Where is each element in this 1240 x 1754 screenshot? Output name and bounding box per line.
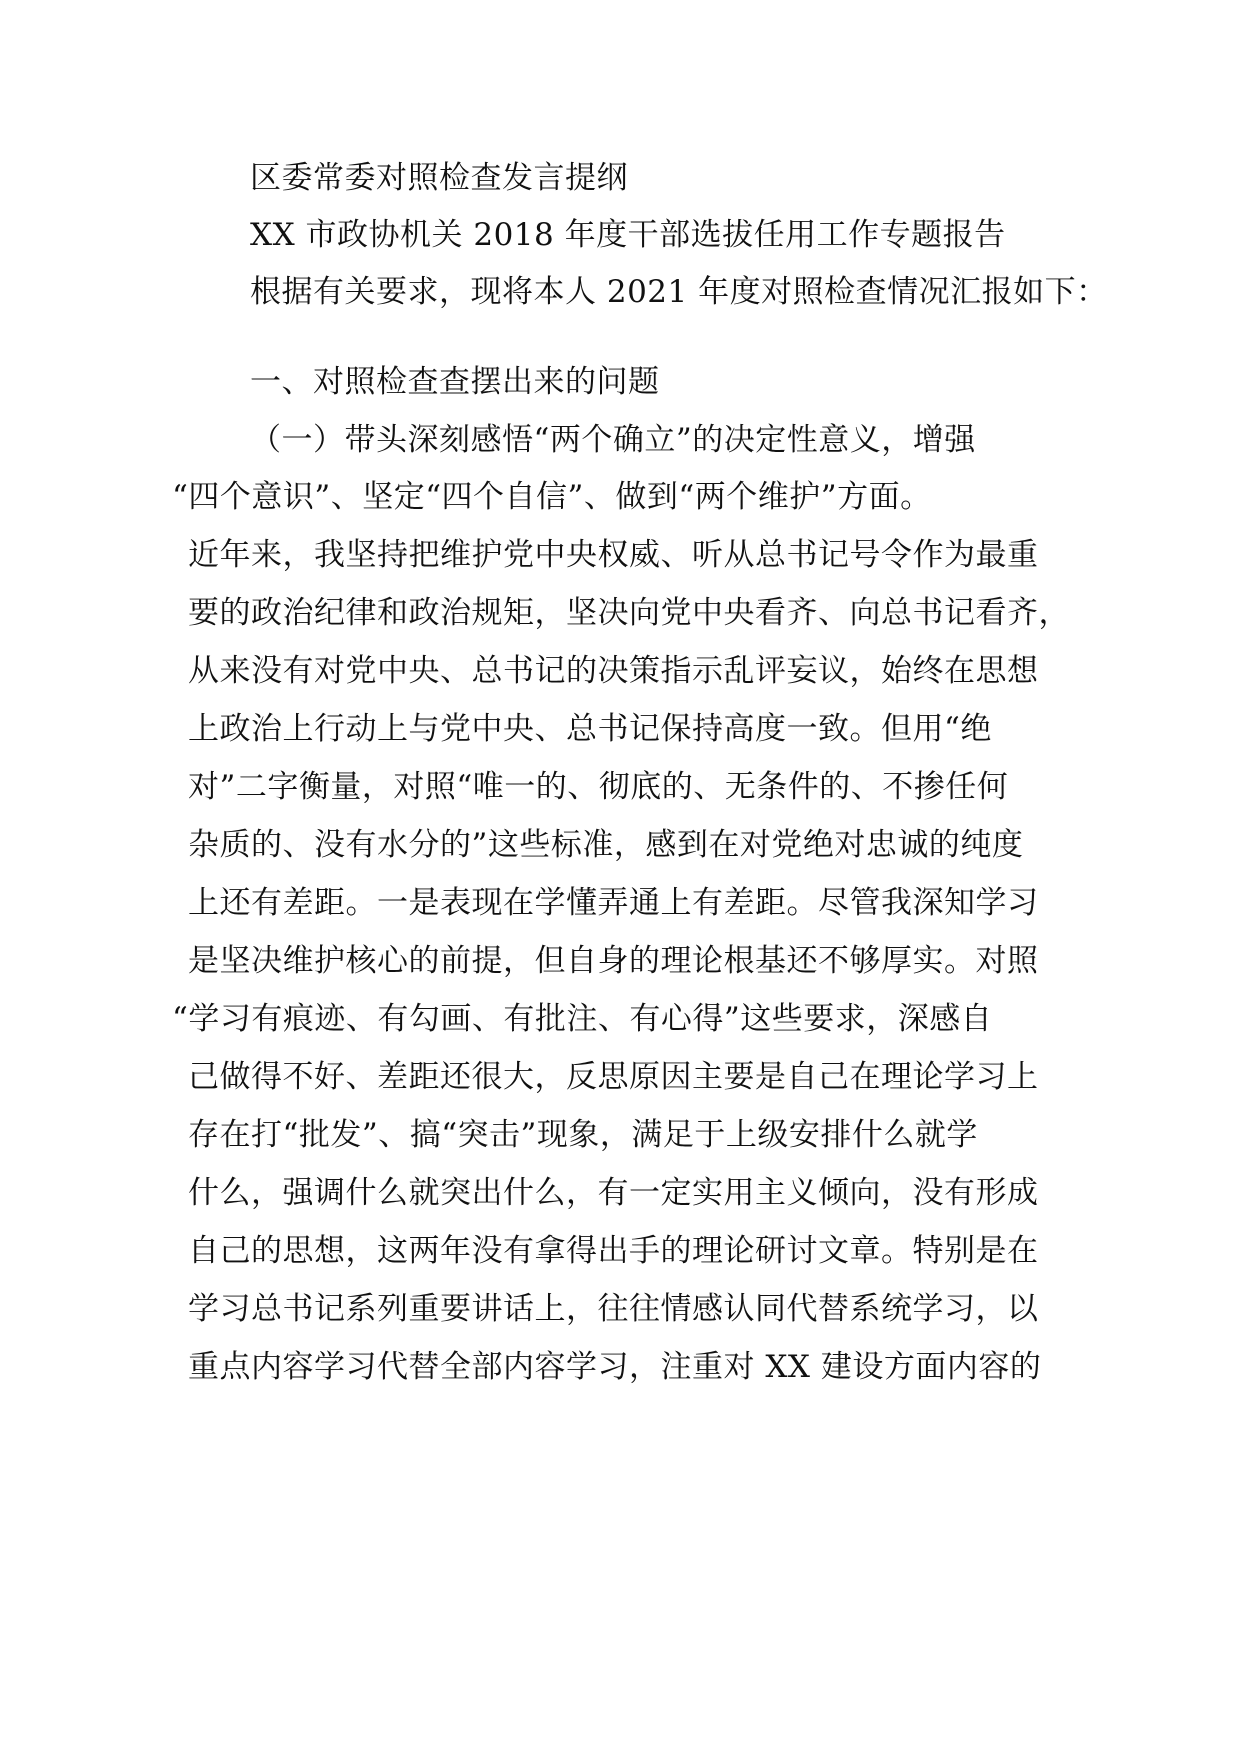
- body-line: 是坚决维护核心的前提，但自身的理论根基还不够厚实。对照: [188, 943, 1039, 979]
- body-line: 从来没有对党中央、总书记的决策指示乱评妄议，始终在思想: [188, 653, 1039, 689]
- document-title: 区委常委对照检查发言提纲: [250, 160, 628, 196]
- body-line: 什么，强调什么就突出什么，有一定实用主义倾向，没有形成: [188, 1175, 1039, 1211]
- body-line: 己做得不好、差距还很大，反思原因主要是自己在理论学习上: [188, 1059, 1039, 1095]
- section-heading: 一、对照检查查摆出来的问题: [250, 364, 660, 400]
- body-line: 学习总书记系列重要讲话上，往往情感认同代替系统学习，以: [188, 1291, 1039, 1327]
- body-line: 上还有差距。一是表现在学懂弄通上有差距。尽管我深知学习: [188, 885, 1039, 921]
- body-line: 存在打“批发”、搞“突击”现象，满足于上级安排什么就学: [188, 1117, 978, 1153]
- body-line: 上政治上行动上与党中央、总书记保持高度一致。但用“绝: [188, 711, 992, 747]
- body-line: “学习有痕迹、有勾画、有批注、有心得”这些要求，深感自: [172, 1001, 993, 1037]
- body-line: 杂质的、没有水分的”这些标准，感到在对党绝对忠诚的纯度: [188, 827, 1024, 863]
- body-line: 对”二字衡量，对照“唯一的、彻底的、无条件的、不掺任何: [188, 769, 1009, 805]
- body-line: 近年来，我坚持把维护党中央权威、听从总书记号令作为最重: [188, 537, 1039, 573]
- body-line: 自己的思想，这两年没有拿得出手的理论研讨文章。特别是在: [188, 1233, 1039, 1269]
- body-line: “四个意识”、坚定“四个自信”、做到“两个维护”方面。: [172, 479, 932, 515]
- intro-paragraph: 根据有关要求，现将本人 2021 年度对照检查情况汇报如下：: [250, 274, 1108, 310]
- document-subtitle: XX 市政协机关 2018 年度干部选拔任用工作专题报告: [250, 217, 1006, 253]
- body-line: （一）带头深刻感悟“两个确立”的决定性意义，增强: [250, 422, 976, 458]
- body-line: 要的政治纪律和政治规矩，坚决向党中央看齐、向总书记看齐，: [188, 595, 1070, 631]
- body-line: 重点内容学习代替全部内容学习，注重对 XX 建设方面内容的: [188, 1349, 1042, 1385]
